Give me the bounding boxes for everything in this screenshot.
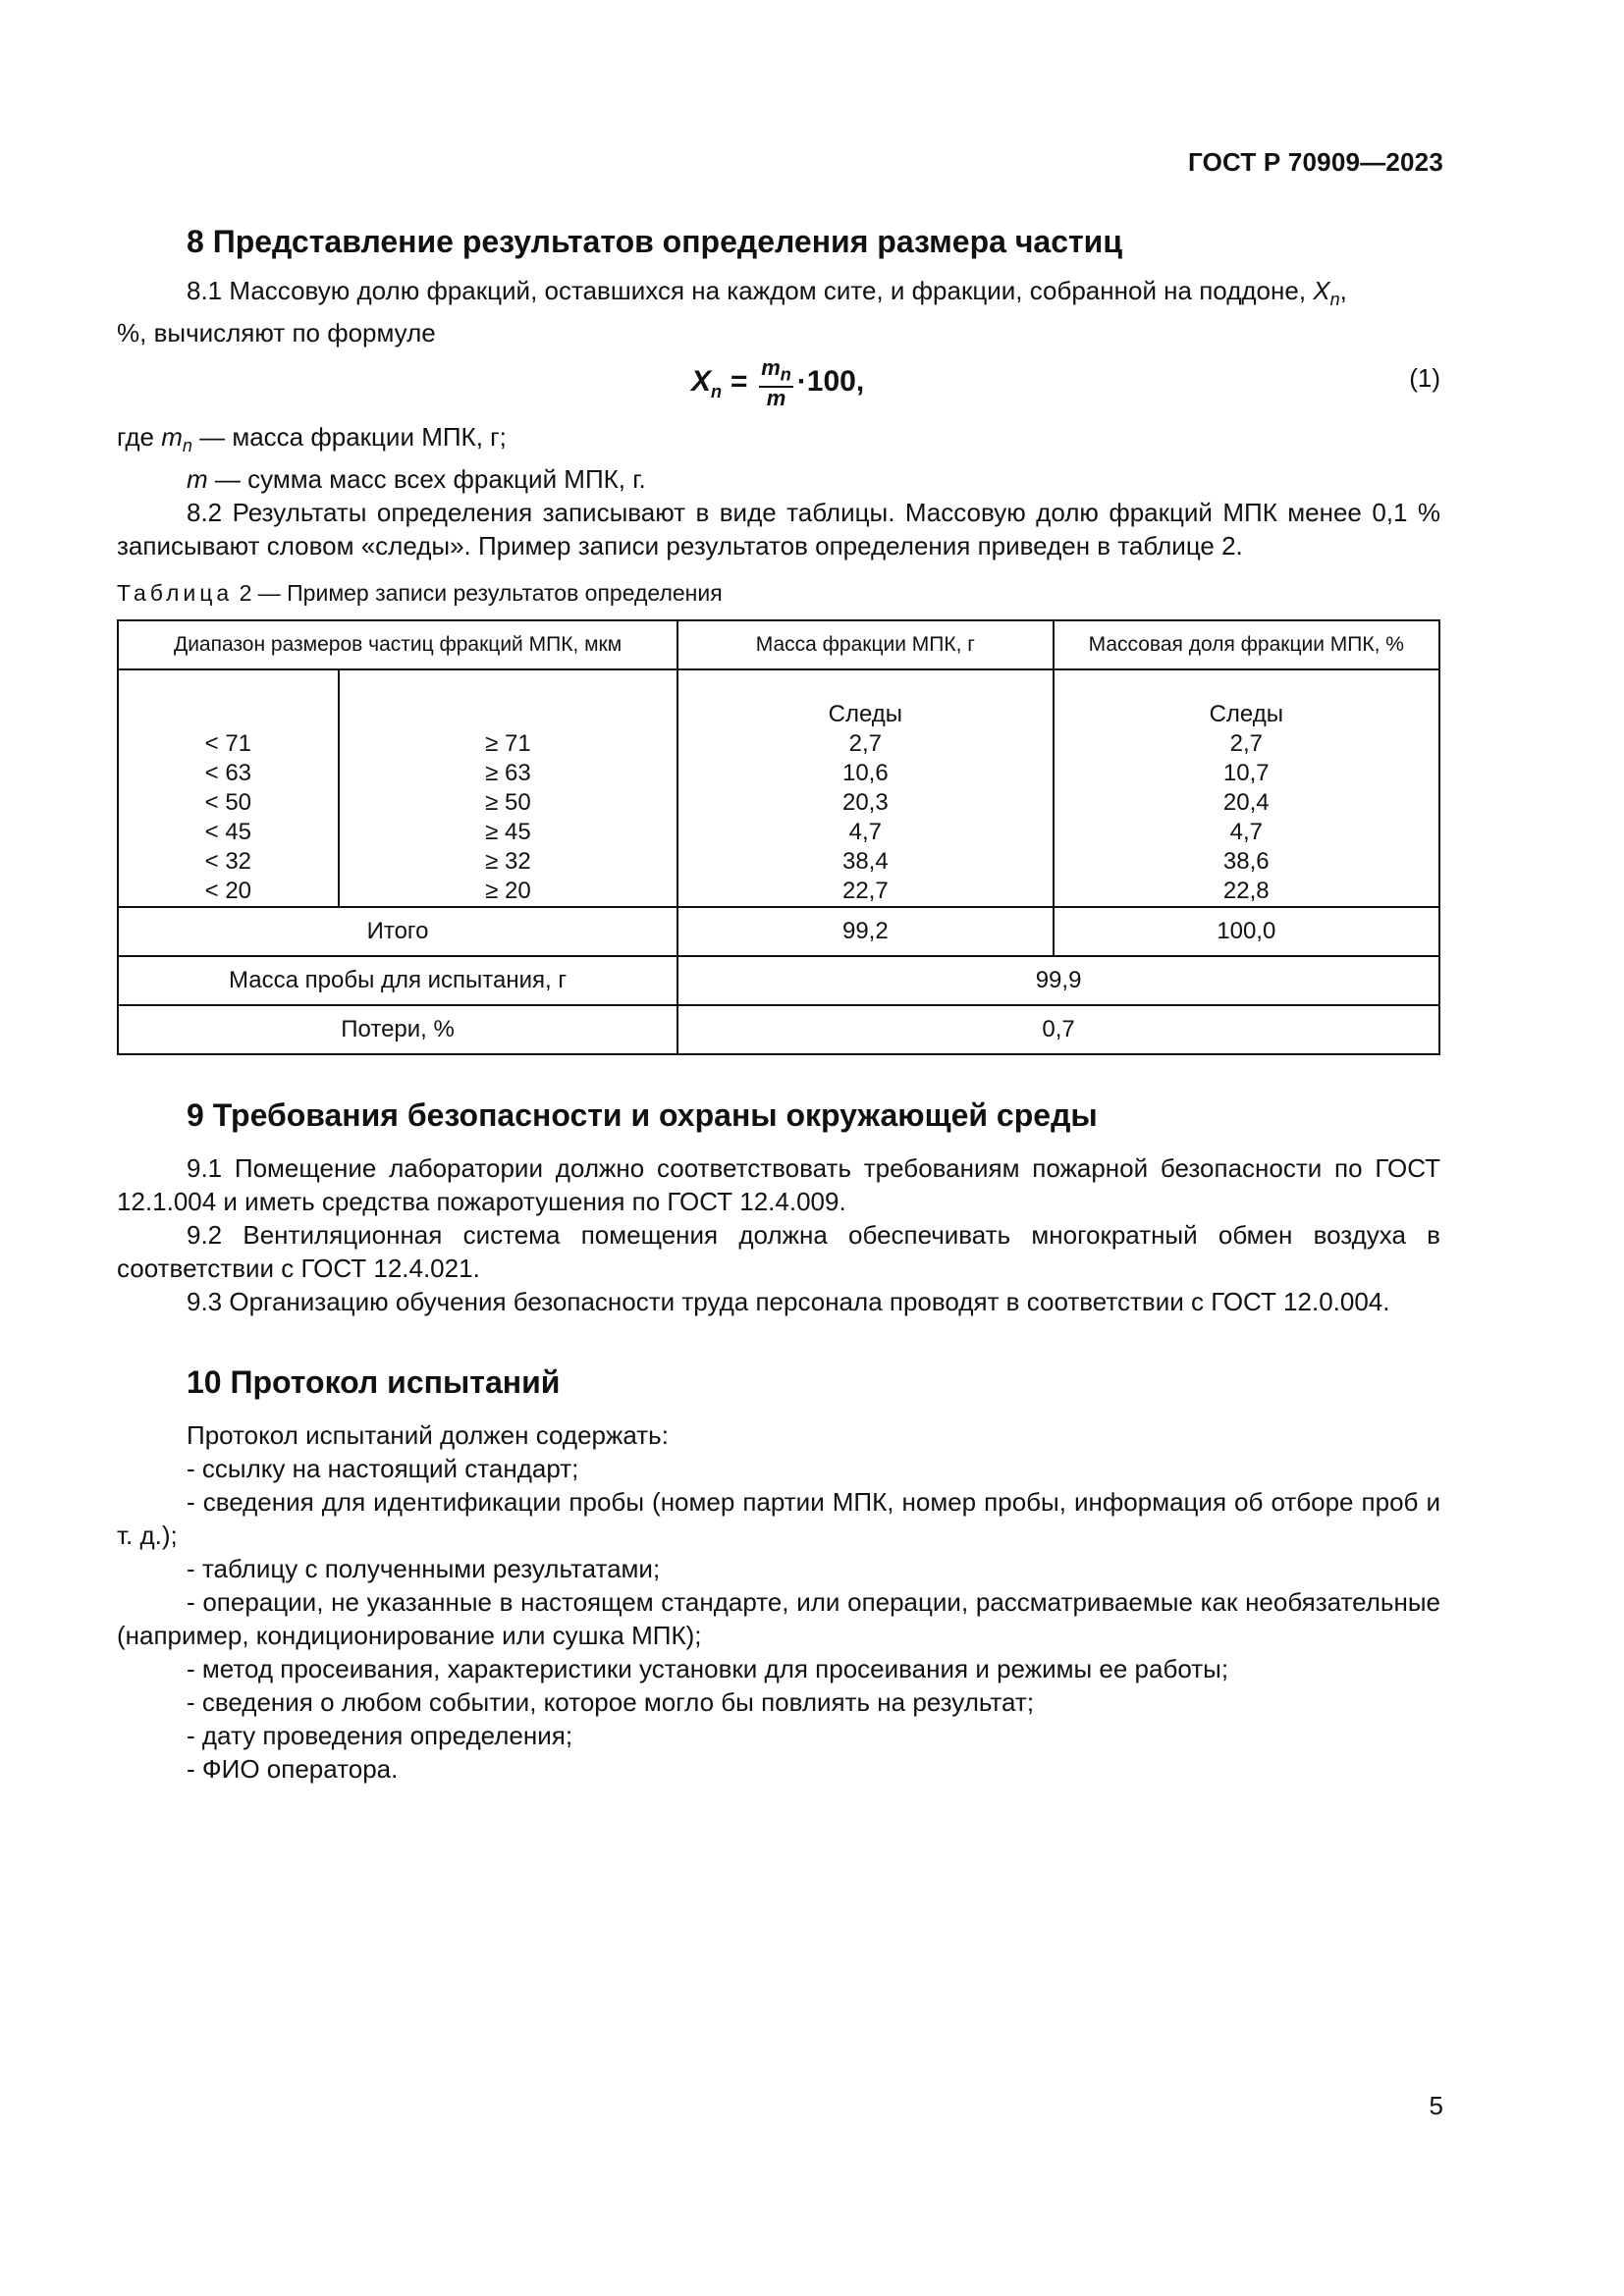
table-total-row [118, 907, 1439, 956]
paragraph-8-1: 8.1 Массовую долю фракций, оставшихся на каждом сите, и фракции, собранной на поддоне, $X_n$, %, вычисляют по формуле [117, 276, 1347, 348]
loss-value: 0,7 [677, 1005, 1439, 1054]
paragraph-8-2: 8.2 Результаты определения записывают в виде таблицы. Массовую долю фракций МПК менее 0,1 % записывают словом «следы». Пример записи результатов определения приведен в таблице 2. [117, 498, 1440, 561]
formula-1 [117, 351, 1440, 420]
list-item: - сведения для идентификации пробы (номер партии МПК, номер пробы, информация об отборе проб и т. д.); [117, 1487, 1440, 1551]
paragraph-9-2: 9.2 Вентиляционная система помещения должна обеспечивать многократный обмен воздуха в соответствии с ГОСТ 12.4.021. [117, 1220, 1440, 1284]
protocol-intro: Протокол испытаний должен содержать: [187, 1420, 669, 1451]
list-item: - дату проведения определения; [187, 1721, 573, 1751]
where-line-1: где $m_n$ — масса фракции МПК, г; [117, 422, 507, 456]
section-9-title: 9 Требования безопасности и охраны окружающей среды [187, 1097, 1098, 1134]
list-item: - таблицу с полученными результатами; [187, 1554, 661, 1584]
list-item: - метод просеивания, характеристики установки для просеивания и режимы ее работы; [187, 1654, 1229, 1684]
page-content [117, 221, 1440, 1786]
table-loss-row [118, 1005, 1439, 1054]
column-less-than: < 71 < 63 < 50 < 45 < 32 < 20 [118, 669, 339, 907]
list-item: - ссылку на настоящий стандарт; [187, 1454, 579, 1484]
column-fraction: Следы 2,7 10,7 20,4 4,7 38,6 22,8 [1054, 669, 1439, 907]
list-item: - сведения о любом событии, которое могло бы повлиять на результат; [187, 1687, 1035, 1718]
table-data-row [118, 669, 1439, 907]
page-number: 5 [1429, 2091, 1443, 2120]
section-8-title: 8 Представление результатов определения размера частиц [187, 224, 1122, 259]
formula-expression: $X_n$ = $\frac{m_n}{m}$ ·100, [691, 355, 865, 410]
where-line-2: m — сумма масс всех фракций МПК, г. [187, 464, 646, 495]
column-greater-equal: ≥ 71 ≥ 63 ≥ 50 ≥ 45 ≥ 32 ≥ 20 [339, 669, 677, 907]
list-item: - операции, не указанные в настоящем стандарте, или операции, рассматриваемые как необязательные (например, кондиционирование или сушка МПК); [117, 1587, 1440, 1651]
paragraph-9-1: 9.1 Помещение лаборатории должно соответствовать требованиям пожарной безопасности по ГОСТ 12.1.004 и иметь средства пожаротушения по ГОСТ 12.4.009. [117, 1153, 1440, 1217]
header-fraction: Массовая доля фракции МПК, % [1054, 620, 1439, 669]
total-fraction: 100,0 [1054, 907, 1439, 956]
loss-label: Потери, % [118, 1005, 677, 1054]
table-sample-row [118, 956, 1439, 1005]
paragraph-9-3: 9.3 Организацию обучения безопасности труда персонала проводят в соответствии с ГОСТ 12.0.004. [187, 1287, 1390, 1317]
formula-number: (1) [1409, 363, 1440, 394]
table-header-row [118, 620, 1439, 669]
column-mass: Следы 2,7 10,6 20,3 4,7 38,4 22,7 [677, 669, 1053, 907]
section-10-title: 10 Протокол испытаний [187, 1364, 561, 1401]
document-code: ГОСТ Р 70909—2023 [1188, 147, 1443, 177]
sample-value: 99,9 [677, 956, 1439, 1005]
total-label: Итого [118, 907, 677, 956]
total-mass: 99,2 [677, 907, 1053, 956]
list-item: - ФИО оператора. [187, 1754, 399, 1785]
sample-label: Масса пробы для испытания, г [118, 956, 677, 1005]
results-table [117, 619, 1440, 1055]
header-mass: Масса фракции МПК, г [677, 620, 1053, 669]
header-size-range: Диапазон размеров частиц фракций МПК, мкм [118, 620, 677, 669]
table-2-caption: Таблица 2 — Пример записи результатов определения [117, 580, 723, 607]
